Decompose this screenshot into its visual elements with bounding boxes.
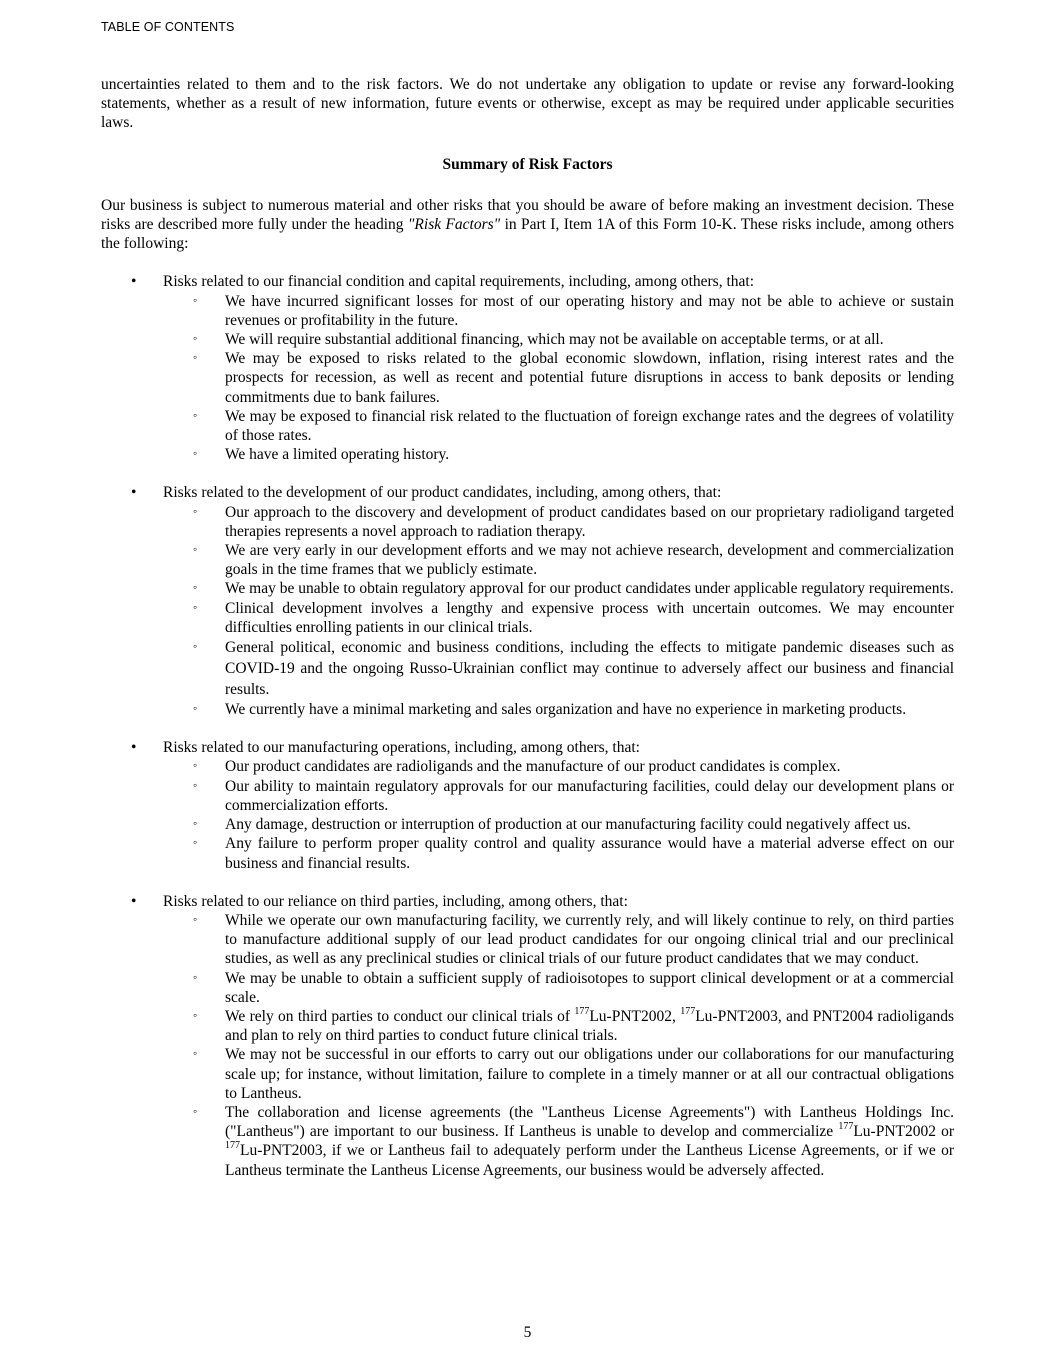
sub-bullet-icon: ◦ — [193, 969, 198, 984]
sub-bullet-icon: ◦ — [193, 1103, 198, 1118]
risk-group-development — [101, 483, 954, 719]
sub-bullet-icon: ◦ — [193, 503, 198, 518]
list-item — [101, 292, 954, 330]
sub-bullet-icon: ◦ — [193, 777, 198, 792]
list-item — [101, 330, 954, 349]
sub-bullet-icon: ◦ — [193, 701, 198, 716]
sub-bullet-icon: ◦ — [193, 1046, 198, 1061]
section-heading: Summary of Risk Factors — [442, 155, 613, 173]
sub-bullet-icon: ◦ — [193, 407, 198, 422]
list-item-text: Any damage, destruction or interruption of production at our manufacturing facility could negatively affect us. — [225, 816, 911, 834]
list-item-text-part: We rely on third parties to conduct our clinical trials of — [225, 1007, 575, 1025]
summary-emphasis: "Risk Factors" — [407, 216, 501, 234]
list-item-text: General political, economic and business conditions, including the effects to mitigate pandemic diseases such as COVID-19 and the ongoing Russo-Ukrainian conflict may continue to adversely affect our business and financial results. — [225, 639, 954, 699]
sub-bullet-icon: ◦ — [193, 911, 198, 926]
sub-bullet-icon: ◦ — [193, 758, 198, 773]
list-item — [101, 599, 954, 637]
list-item-text: Our ability to maintain regulatory approvals for our manufacturing facilities, could delay our development plans or commercialization efforts. — [225, 777, 954, 814]
document-body — [101, 75, 954, 1180]
list-item — [101, 757, 954, 776]
list-item — [101, 815, 954, 834]
page-number: 5 — [523, 1324, 532, 1341]
risk-group-title — [101, 272, 954, 291]
list-item-text: Our approach to the discovery and development of product candidates based on our proprietary radioligand targeted therapies represents a novel approach to radiation therapy. — [225, 503, 954, 540]
list-item — [101, 349, 954, 407]
risk-group-third-parties — [101, 892, 954, 1180]
table-of-contents-link[interactable]: TABLE OF CONTENTS — [101, 20, 235, 34]
list-item — [101, 700, 954, 719]
risk-list — [101, 503, 954, 720]
list-item-text: We may be unable to obtain a sufficient supply of radioisotopes to support clinical development or at a commercial scale. — [225, 969, 954, 1006]
list-item-text: We have incurred significant losses for most of our operating history and may not be able to achieve or sustain revenues or profitability in the future. — [225, 292, 954, 329]
list-item — [101, 407, 954, 445]
list-item-text: Our product candidates are radioligands and the manufacture of our product candidates is complex. — [225, 758, 841, 776]
risk-list — [101, 911, 954, 1180]
summary-text-after: in Part I, Item 1A of this Form 10-K. These risks include, among others the following: — [101, 216, 955, 253]
isotope-superscript: 177 — [574, 1005, 590, 1017]
risk-list — [101, 757, 954, 872]
risk-group-title-text: Risks related to our reliance on third parties, including, among others, that: — [163, 892, 628, 910]
list-item — [101, 637, 954, 700]
list-item-text: We may be exposed to financial risk related to the fluctuation of foreign exchange rates and the degrees of volatility of those rates. — [225, 407, 954, 445]
risk-group-manufacturing — [101, 738, 954, 872]
sub-bullet-icon: ◦ — [193, 542, 198, 557]
list-item-text-part: Lu-PNT2003, if we or Lantheus fail to adequately perform under the Lantheus License Agreements, or if we or Lantheus terminate the Lantheus License Agreements, our business would be adversely affected. — [225, 1142, 954, 1179]
list-item-text-part: Lu-PNT2002 or — [853, 1123, 955, 1141]
isotope-superscript: 177 — [225, 1140, 240, 1152]
intro-paragraph: uncertainties related to them and to the risk factors. We do not undertake any obligation to update or revise any forward-looking statements, whether as a result of new information, future events or otherwise, except as may be required under applicable securities laws. — [101, 76, 954, 132]
sub-bullet-icon: ◦ — [193, 350, 198, 365]
risk-group-financial — [101, 272, 954, 464]
list-item-text-part: The collaboration and license agreements (the "Lantheus License Agreements") with Lantheus Holdings Inc. ("Lantheus") are important to our business. If Lantheus is unable to develop and commercialize — [225, 1103, 954, 1141]
sub-bullet-icon: ◦ — [193, 580, 198, 595]
list-item — [101, 503, 954, 541]
bullet-icon: • — [131, 484, 137, 502]
list-item-text: We may be unable to obtain regulatory approval for our product candidates under applicable regulatory requirements. — [225, 580, 954, 598]
risk-group-title — [101, 483, 954, 502]
list-item — [101, 969, 954, 1007]
list-item — [101, 777, 954, 815]
risk-list — [101, 292, 954, 465]
list-item-text: Any failure to perform proper quality control and quality assurance would have a material adverse effect on our business and financial results. — [225, 835, 954, 872]
list-item — [101, 1045, 954, 1103]
list-item — [101, 541, 954, 579]
risk-group-title — [101, 738, 954, 757]
bullet-icon: • — [131, 892, 137, 910]
bullet-icon: • — [131, 273, 137, 291]
list-item-text: We will require substantial additional financing, which may not be available on acceptable terms, or at all. — [225, 331, 884, 349]
list-item-text: We currently have a minimal marketing and sales organization and have no experience in marketing products. — [225, 701, 907, 719]
bullet-icon: • — [131, 739, 137, 757]
list-item — [101, 1103, 954, 1180]
isotope-superscript: 177 — [680, 1005, 696, 1017]
list-item-text: We have a limited operating history. — [225, 446, 450, 464]
list-item-text: Clinical development involves a lengthy and expensive process with uncertain outcomes. We may encounter difficulties enrolling patients in our clinical trials. — [225, 599, 954, 636]
isotope-superscript: 177 — [838, 1120, 854, 1132]
risk-group-title-text: Risks related to the development of our product candidates, including, among others, that: — [163, 484, 722, 502]
sub-bullet-icon: ◦ — [193, 639, 198, 654]
list-item-text: While we operate our own manufacturing facility, we currently rely, and will likely continue to rely, on third parties to manufacture additional supply of our lead product candidates for our ongoing clinical trial and our preclinical studies, as well as any preclinical studies or clinical trials of our future product candidates that we may conduct. — [225, 911, 954, 968]
list-item-text: We may not be successful in our efforts to carry out our obligations under our collaborations for our manufacturing scale up; for instance, without limitation, failure to complete in a timely manner or at all our contractual obligations to Lantheus. — [225, 1046, 954, 1102]
list-item-text-part: Lu-PNT2002, — [589, 1007, 681, 1025]
list-item — [101, 579, 954, 598]
list-item — [101, 1007, 954, 1045]
list-item-text: We may be exposed to risks related to the global economic slowdown, inflation, rising interest rates and the prospects for recession, as well as recent and potential future disruptions in access to bank deposits or lending commitments due to bank failures. — [225, 350, 954, 406]
sub-bullet-icon: ◦ — [193, 835, 198, 850]
sub-bullet-icon: ◦ — [193, 816, 198, 831]
risk-group-title-text: Risks related to our manufacturing operations, including, among others, that: — [163, 739, 640, 757]
list-item — [101, 834, 954, 872]
summary-paragraph — [101, 196, 954, 254]
list-item — [101, 911, 954, 969]
sub-bullet-icon: ◦ — [193, 331, 198, 346]
summary-text-before: Our business is subject to numerous material and other risks that you should be aware of before making an investment decision. These risks are described more fully under the heading — [101, 196, 954, 234]
sub-bullet-icon: ◦ — [193, 599, 198, 614]
list-item-text-part: Lu-PNT2003, and PNT2004 radioligands and plan to rely on third parties to conduct future clinical trials. — [225, 1007, 954, 1045]
sub-bullet-icon: ◦ — [193, 292, 198, 307]
sub-bullet-icon: ◦ — [193, 1007, 198, 1022]
risk-group-title — [101, 892, 954, 911]
sub-bullet-icon: ◦ — [193, 446, 198, 461]
risk-group-title-text: Risks related to our financial condition and capital requirements, including, among others, that: — [163, 273, 754, 291]
list-item — [101, 445, 954, 464]
list-item-text: We are very early in our development efforts and we may not achieve research, development and commercialization goals in the time frames that we publicly estimate. — [225, 542, 954, 579]
